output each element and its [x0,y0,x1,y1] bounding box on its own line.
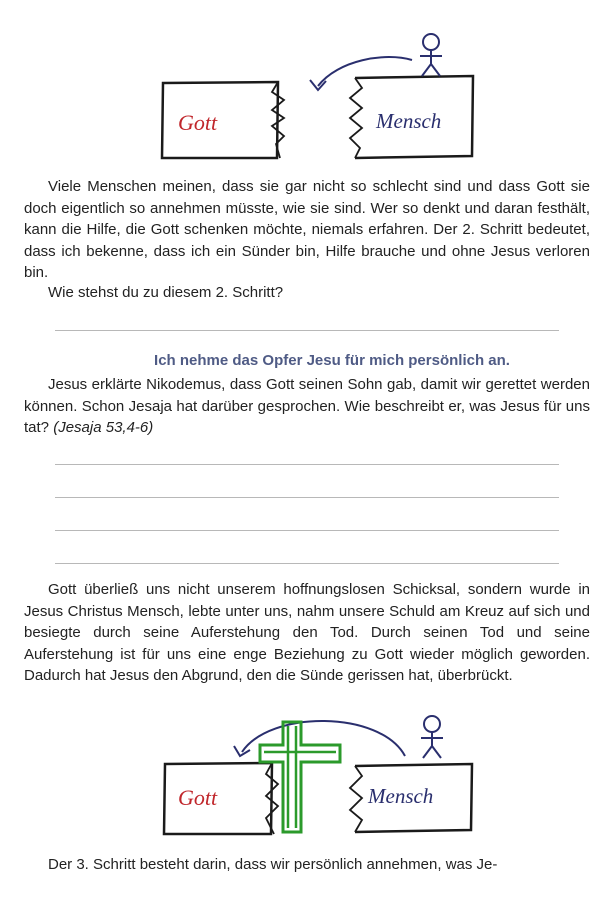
answer-line[interactable] [55,497,559,498]
gott-label: Gott [178,110,218,135]
question-step-two: Wie stehst du zu diesem 2. Schritt? [48,284,284,301]
gott-label: Gott [178,785,218,810]
answer-line[interactable] [55,464,559,465]
mensch-label: Mensch [376,109,442,133]
paragraph-step-two: Viele Menschen meinen, dass sie gar nicht so schlecht sind und dass Gott sie doch eigentlich so annehmen müsste, wie sie sind. Wer so denkt und daran festhält, kann die Hilfe, die Gott schenken möchte, niemals erfahren. Der 2. Schritt bedeutet, dass ich bekenne, dass ich ein Sünder bin, Hilfe brauche und ohne Jesus verloren bin. [24,178,590,281]
paragraph-jesaja-text: Jesus erklärte Nikodemus, dass Gott seinen Sohn gab, damit wir gerettet werden können. Schon Jesaja hat darüber gesprochen. Wie beschreibt er, was Jesus für uns tat? [24,376,590,436]
cross-bridge-drawing [150,712,490,844]
paragraph-step-three: Der 3. Schritt besteht darin, dass wir persönlich annehmen, was Je- [48,856,498,873]
answer-line[interactable] [55,530,559,531]
answer-line[interactable] [55,563,559,564]
paragraph-bridge: Gott überließ uns nicht unserem hoffnungslosen Schicksal, sondern wurde in Jesus Christus Mensch, lebte unter uns, nahm unsere Schuld am Kreuz auf sich und besiegte durch seine Auferstehung den Tod. Durch seinen Tod und seine Auferstehung ist für uns eine enge Beziehung zu Gott wieder möglich geworden. Dadurch hat Jesus den Abgrund, den die Sünde gerissen hat, überbrückt. [24,581,590,684]
gap-drawing [150,30,490,170]
answer-line[interactable] [55,330,559,331]
bible-reference: (Jesaja 53,4-6) [53,419,154,436]
section-heading: Ich nehme das Opfer Jesu für mich persönlich an. [154,352,510,369]
paragraph-jesaja [24,374,590,439]
mensch-label: Mensch [368,784,434,808]
